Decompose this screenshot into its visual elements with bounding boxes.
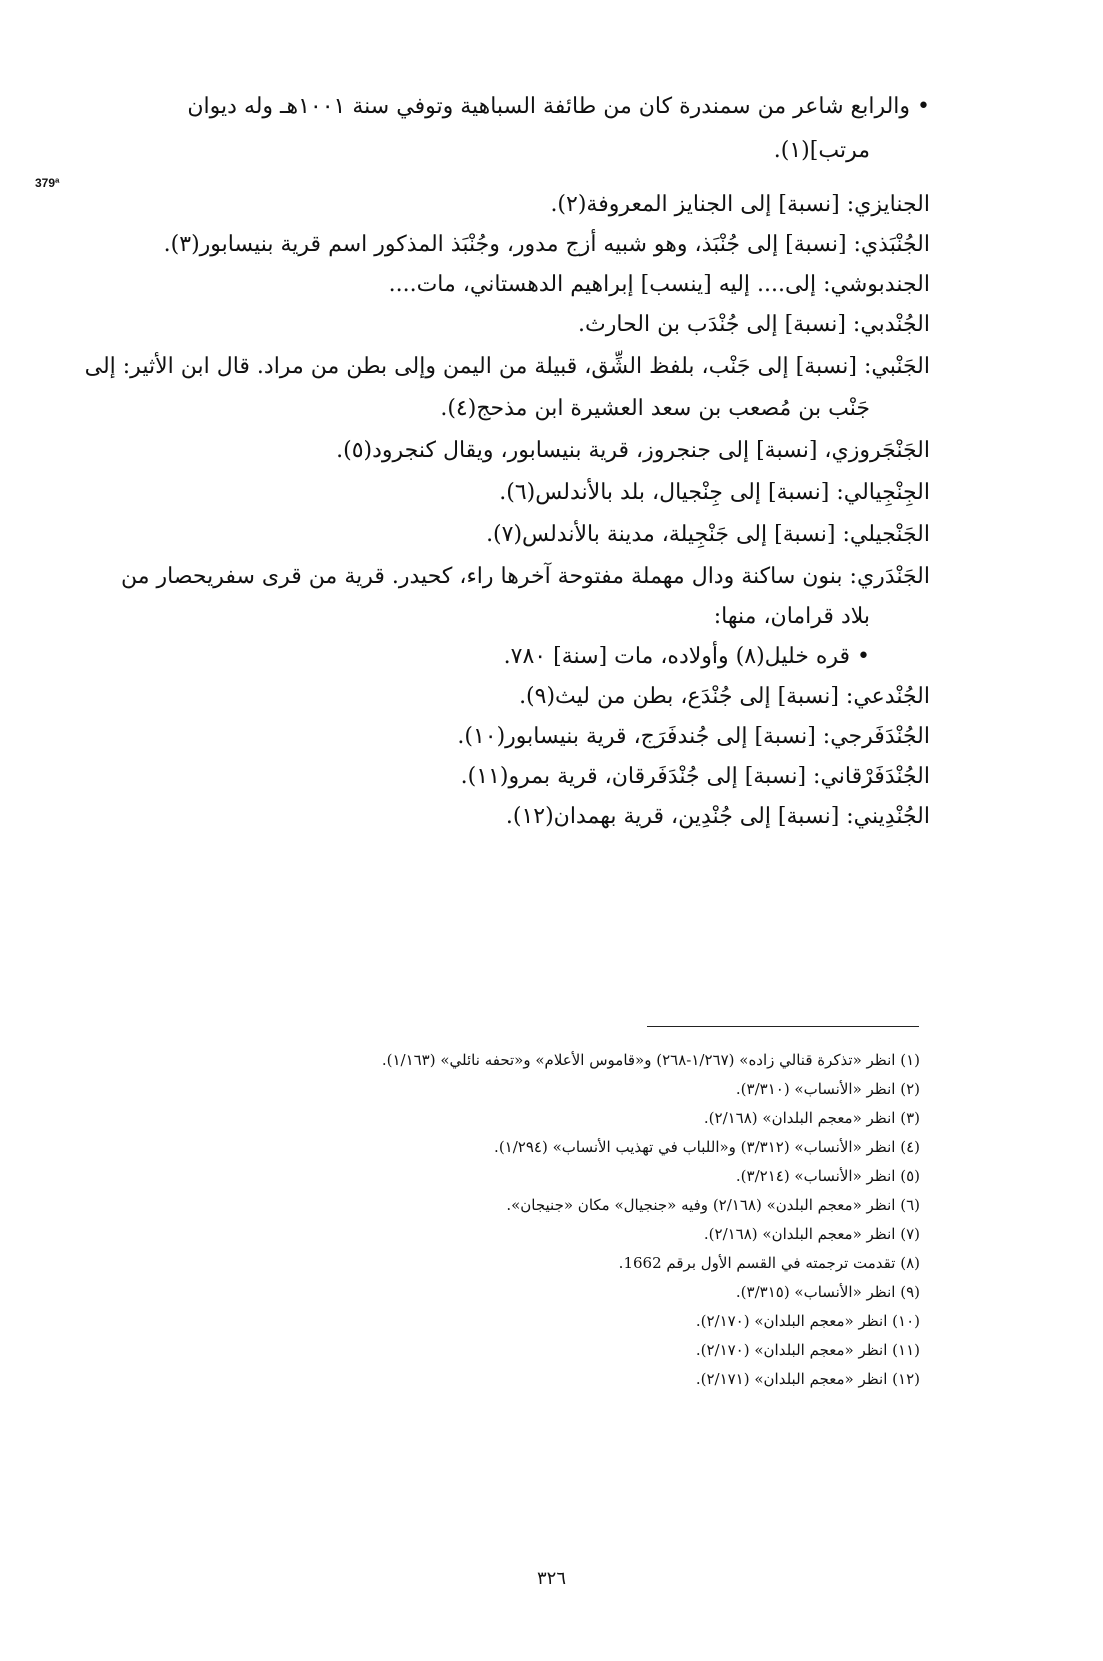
entry-text: الجَنْجَروزي، [نسبة] إلى جنجروز، قرية بنيسابور، ويقال كنجرود(٥).: [336, 438, 930, 463]
entry-text: الجُنْبَذي: [نسبة] إلى جُنْبَذ، وهو شبيه أزج مدور، وجُنْبَذ المذكور اسم قرية بنيسابور(٣).: [163, 232, 930, 257]
entry-line: [90, 520, 930, 550]
footnote: (٢) انظر «الأنساب» (٣/٣١٠).: [735, 1080, 920, 1098]
entry-text: • قره خليل(٨) وأولاده، مات [سنة] ٧٨٠.: [503, 644, 870, 669]
entry-text: الجُنْدَفَرْقاني: [نسبة] إلى جُنْدَفَرقان، قرية بمرو(١١).: [460, 764, 930, 789]
footnote: (١٠) انظر «معجم البلدان» (٢/١٧٠).: [695, 1312, 920, 1330]
entry-text: جَنْب بن مُصعب بن سعد العشيرة ابن مذحج(٤).: [440, 396, 870, 421]
entry-text: الجُنْدَفَرجي: [نسبة] إلى جُندفَرَج، قرية بنيسابور(١٠).: [457, 724, 930, 749]
entry-line: [90, 802, 930, 832]
entry-line: [90, 270, 930, 300]
entry-line: [90, 436, 930, 466]
entry-line: [90, 642, 870, 672]
footnote: (٧) انظر «معجم البلدان» (٢/١٦٨).: [703, 1225, 920, 1243]
entry-line: [90, 310, 930, 340]
footnote: (١٢) انظر «معجم البلدان» (٢/١٧١).: [695, 1370, 920, 1388]
footnotes: [180, 1046, 920, 1394]
footnote: (٩) انظر «الأنساب» (٣/٣١٥).: [735, 1283, 920, 1301]
footnote: (٥) انظر «الأنساب» (٣/٢١٤).: [735, 1167, 920, 1185]
entry-text: الجَنْدَري: بنون ساكنة ودال مهملة مفتوحة آخرها راء، كحيدر. قرية من قرى سفريحصار من: [120, 564, 930, 589]
entry-text: الجِنْجِيالي: [نسبة] إلى جِنْجيال، بلد بالأندلس(٦).: [499, 480, 930, 505]
entry-line: [90, 92, 930, 122]
entry-text: • والرابع شاعر من سمندرة كان من طائفة السباهية وتوفي سنة ١٠٠١هـ وله ديوان: [187, 94, 930, 119]
entry-line: [90, 190, 930, 220]
entry-line: [90, 762, 930, 792]
entry-text: الجُنْدبي: [نسبة] إلى جُنْدَب بن الحارث.: [578, 312, 930, 337]
entry-line: [90, 478, 930, 508]
entry-text: الجُنْدعي: [نسبة] إلى جُنْدَع، بطن من ليث(٩).: [519, 684, 930, 709]
entry-text: الجنايزي: [نسبة] إلى الجنايز المعروفة(٢).: [550, 192, 930, 217]
entry-text: بلاد قرامان، منها:: [713, 604, 870, 629]
footnote: (١) انظر «تذكرة قنالي زاده» (١/٢٦٧-٢٦٨) و«قاموس الأعلام» و«تحفه نائلي» (١/١٦٣).: [381, 1051, 920, 1069]
entry-line: [90, 136, 870, 166]
entry-line: [90, 230, 930, 260]
entry-line: [90, 394, 870, 424]
main-text: [35, 92, 930, 829]
entry-text: الجُنْدِيني: [نسبة] إلى جُنْدِين، قرية بهمدان(١٢).: [505, 804, 930, 829]
entry-line: [90, 722, 930, 752]
footnote: (٨) تقدمت ترجمته في القسم الأول برقم 1662.: [618, 1254, 920, 1272]
entry-line: [90, 682, 930, 712]
entry-line: [90, 562, 930, 592]
page-number: ٣٢٦: [536, 1568, 566, 1589]
entry-text: الجَنْجيلي: [نسبة] إلى جَنْجِيلة، مدينة بالأندلس(٧).: [486, 522, 930, 547]
folio-marker: 379ª: [35, 176, 60, 190]
entry-line: [90, 602, 870, 632]
footnote: (١١) انظر «معجم البلدان» (٢/١٧٠).: [695, 1341, 920, 1359]
entry-text: الجَنْبي: [نسبة] إلى جَنْب، بلفظ الشِّق، قبيلة من اليمن وإلى بطن من مراد. قال ابن الأثير: إلى: [84, 354, 930, 379]
footnote-divider: [647, 1026, 919, 1027]
entry-text: الجندبوشي: إلى.... إليه [ينسب] إبراهيم الدهستاني، مات....: [388, 272, 930, 297]
entry-text: مرتب](١).: [773, 138, 870, 163]
footnote: (٤) انظر «الأنساب» (٣/٣١٢) و«اللباب في تهذيب الأنساب» (١/٢٩٤).: [494, 1138, 920, 1156]
footnote: (٣) انظر «معجم البلدان» (٢/١٦٨).: [703, 1109, 920, 1127]
entry-line: [84, 352, 930, 382]
footnote: (٦) انظر «معجم البلدن» (٢/١٦٨) وفيه «جنجيال» مكان «جنيجان».: [506, 1196, 920, 1214]
